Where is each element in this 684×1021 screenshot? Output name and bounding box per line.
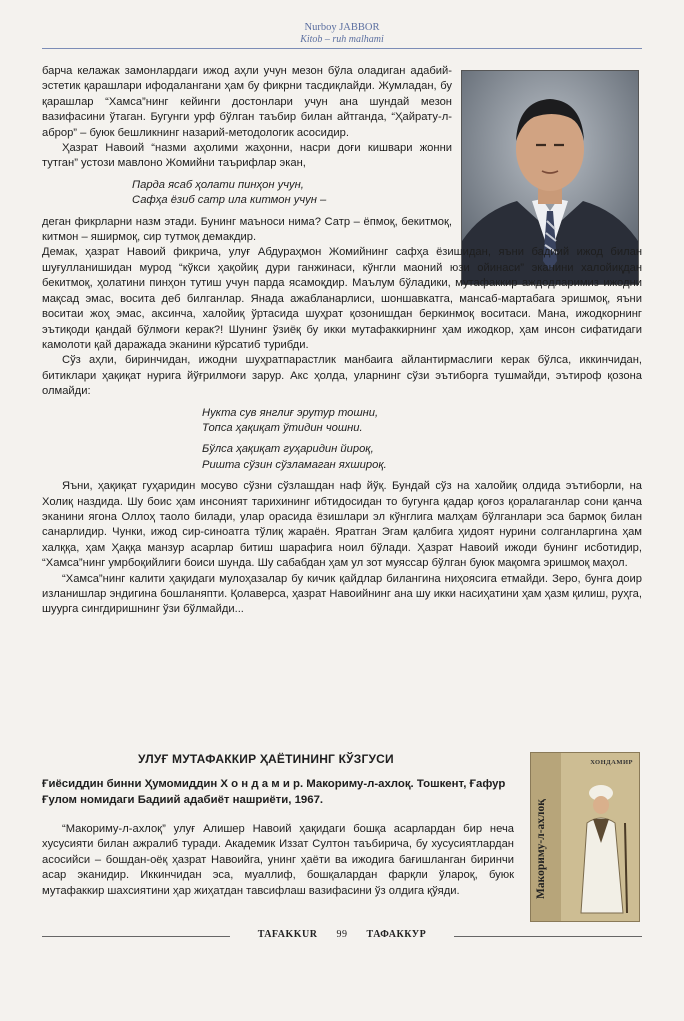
poem-quote [42, 406, 642, 474]
page-footer [230, 929, 454, 940]
poem-stanza [202, 442, 642, 473]
poem-line: Нукта сув янглиғ эрутур тошни, [202, 406, 379, 419]
section-title: УЛУҒ МУТАФАККИР ҲАЁТИНИНГ КЎЗГУСИ [138, 752, 394, 766]
running-head-author: Nurboy JABBOR [304, 22, 380, 33]
article-body [42, 64, 642, 618]
poem-line: Топса ҳақиқат ўтидин чошни. [202, 421, 363, 434]
paragraph: Сўз аҳли, биринчидан, ижодни шуҳратпарастлик манбаига айлантирмаслиги керак бўлса, иккинчидан, битиклари ҳақиқат нурига йўғрилмоғи зарур. Акс ҳолда, уларнинг сўзи эътиборга тушмайди, эътироф қозона олмайди: [42, 354, 642, 398]
book-cover-image [530, 752, 640, 922]
paragraph: “Макориму-л-ахлоқ” улуғ Алишер Навоий ҳақидаги бошқа асарлардан бир неча хусусияти билан ажралиб туради. Академик Иззат Султон таъбирича, бу хусусиятлардан асосийси – бошдан-оёқ ҳазрат Навоийга, унинг ҳаёти ва ижодига бағишланган биринчи асар эканидир. Иккинчидан эса, муаллиф, бошқалардан фарқли ўлароқ, буюк мутафаккир шахсиятини ҳар жиҳатдан тавсифлаш вазифасини ўз олдига қўяди. [42, 823, 514, 897]
poem-line: Ришта сўзин сўзламаган яхшироқ. [202, 458, 387, 471]
paragraph: Демак, ҳазрат Навоий фикрича, улуғ Абдураҳмон Жомийнинг сафҳа ёзишидан, яъни бадиий ижод билан шуғулланишидан мурод “кўкси ҳақойиқ дури ганжинаси, кўнгли маоний юзи ойинаси” эканини халойиқдан бекитмоқ, ҳолатини пинҳон тутиш учун парда ясамоқдир. Маълум бўладики, мутафаккир аждодларимиз ижодни мақсад эмас, восита деб билганлар. Янада ажабланарлиси, шоншавкатга, мансаб-мартабага эришмоқ, яъни воситаи жоҳ эмас, аксинча, халойиқ ўртасида шуҳрат қозонишдан беркинмоқ воситаси. Мана, ижодкорнинг эътиқоди қандай бўлмоғи керак?! Шунинг ўзиёқ бу икки мутафаккирнинг ҳам ижодкор, ҳам инсон сифатидаги камолоти қай даражада эканини кўрсатиб турибди. [42, 246, 642, 351]
paragraph: деган фикрларни назм этади. Бунинг маъноси нима? Сатр – ёпмоқ, бекитмоқ, китмон – яширмоқ, сир тутмоқ демакдир. [42, 215, 452, 244]
poem-stanza [202, 406, 642, 437]
footer-journal-cyrillic: ТАФАККУР [366, 929, 427, 940]
poem-line: Парда ясаб ҳолати пинҳон учун, [132, 178, 304, 191]
paragraph: Яъни, ҳақиқат гуҳаридин мосуво сўзни сўзлашдан наф йўқ. Бундай сўз на халойиқ олдида эътиборли, на Холиқ наздида. Шу боис ҳам инсоният тарихининг ибтидосидан то бугунга қадар қоғоз қоралаганлар сони қанча эканини ягона Оллоҳ таоло билади, улар орасида ёзишлари эл кўнглига малҳам бўлганлари эса бармоқ билан санарлидир. Чунки, ижод сир-синоатга тўлиқ жараён. Яратган Эгам қалбига ҳидоят нурини солганларгина ҳам халққа, ҳам Ҳаққа манзур асарлар битиш шарафига ноил бўлади. Ҳазрат Навоий ижоди бунинг исботидир, “Хамса”нинг умрбоқийлиги боиси шунда. Шу сабабдан ҳам ул зот муяссар бўлган буюк мақомга эришмоқ маҳол. [42, 480, 642, 570]
running-head [0, 22, 684, 46]
paragraph: Ҳазрат Навоий “назми аҳолими жаҳонни, насри доғи кишвари жонни тутган” устози мавлоно Жомийни таърифлар экан, [42, 142, 452, 170]
footer-rule-right [454, 936, 642, 937]
poem-line: Бўлса ҳақиқат гуҳаридин йироқ, [202, 443, 374, 456]
running-head-subtitle: Kitob – ruh malhami [300, 34, 384, 45]
page-number: 99 [336, 929, 348, 940]
book-cover-title: Макориму-л-ахлоқ [535, 799, 547, 899]
footer-rule-left [42, 936, 230, 937]
footer-journal-latin: TAFAKKUR [257, 929, 318, 940]
bibliography-entry: Ғиёсиддин бинни Ҳумомиддин Х о н д а м и р. Макориму-л-ахлоқ. Тошкент, Ғафур Ғулом номидаги Бадиий адабиёт нашриёти, 1967. [42, 778, 506, 806]
book-cover-author: ХОНДАМИР [590, 759, 633, 766]
review-paragraph [42, 822, 514, 899]
header-rule [42, 48, 642, 49]
poem-quote [42, 178, 642, 209]
poem-line: Сафҳа ёзиб сатр ила китмон учун – [132, 194, 327, 207]
paragraph: “Хамса”нинг калити ҳақидаги мулоҳазалар бу кичик қайдлар билангина ниҳоясига етмайди. Зеро, бунга доир изланишлар эндигина бошланяпти. Қолаверса, ҳазрат Навоийнинг ана шу икки насиҳатини ҳам ҳазм қилиш, руҳга, шуурга сингдиришнинг ўзи бўлмайди... [42, 572, 642, 616]
paragraph: барча келажак замонлардаги ижод аҳли учун мезон бўла оладиган адабий-эстетик қарашлари ифодалангани ҳам бу фикрни тасдиқлайди. Жумладан, бу қарашлар “Хамса”нинг кейинги достонлари учун ана шундай мезон вазифасини ўтаган. Бугунги урф бўлган таъбир билан айтганда, “Ҳайрату-л-аброр” – буюк бешликнинг назарий-методологик асосидир. [42, 65, 452, 139]
